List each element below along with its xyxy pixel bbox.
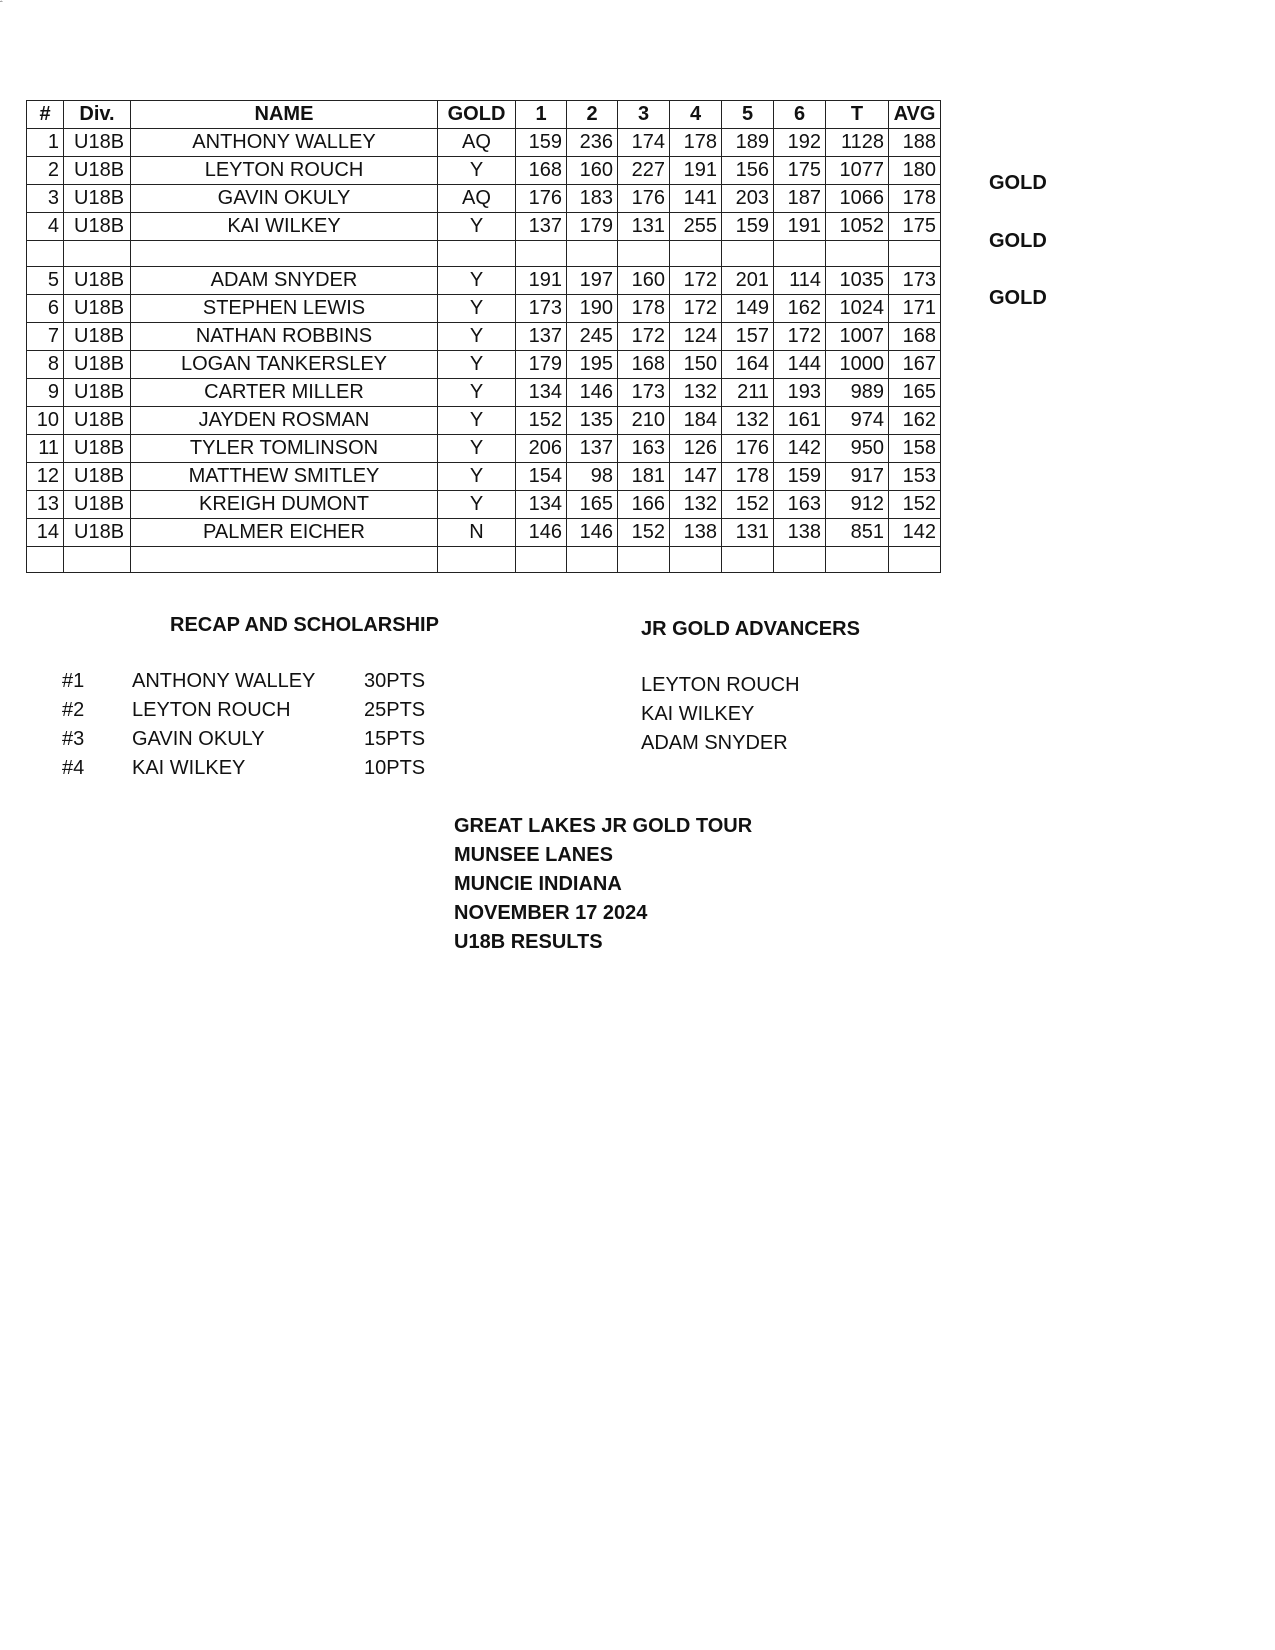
empty-cell	[567, 241, 618, 267]
name-cell: MATTHEW SMITLEY	[131, 463, 438, 491]
game-6-cell: 159	[774, 463, 826, 491]
empty-cell	[670, 241, 722, 267]
scan-artifact-mark: ˆ	[0, 0, 3, 9]
empty-cell	[774, 241, 826, 267]
empty-cell	[826, 547, 889, 573]
empty-cell	[567, 547, 618, 573]
empty-cell	[516, 547, 567, 573]
division-cell: U18B	[64, 267, 131, 295]
game-1-cell: 206	[516, 435, 567, 463]
game-4-cell: 191	[670, 157, 722, 185]
game-5-cell: 159	[722, 213, 774, 241]
name-cell: TYLER TOMLINSON	[131, 435, 438, 463]
empty-cell	[27, 241, 64, 267]
table-row	[27, 407, 941, 435]
game-4-cell: 132	[670, 491, 722, 519]
name-cell: CARTER MILLER	[131, 379, 438, 407]
average-cell: 180	[889, 157, 941, 185]
table-row	[27, 463, 941, 491]
game-3-cell: 176	[618, 185, 670, 213]
empty-cell	[826, 241, 889, 267]
game-5-cell: 211	[722, 379, 774, 407]
game-1-cell: 191	[516, 267, 567, 295]
footer-line: MUNCIE INDIANA	[454, 873, 622, 895]
game-2-cell: 146	[567, 519, 618, 547]
results-table	[26, 100, 941, 573]
average-cell: 173	[889, 267, 941, 295]
game-2-cell: 190	[567, 295, 618, 323]
recap-name: ANTHONY WALLEY	[132, 670, 316, 692]
division-cell: U18B	[64, 185, 131, 213]
game-6-cell: 187	[774, 185, 826, 213]
average-cell: 158	[889, 435, 941, 463]
gold-flag-kai-wilkey: GOLD	[989, 230, 1047, 252]
name-cell: ADAM SNYDER	[131, 267, 438, 295]
empty-cell	[131, 241, 438, 267]
game-2-cell: 179	[567, 213, 618, 241]
average-cell: 175	[889, 213, 941, 241]
game-6-cell: 144	[774, 351, 826, 379]
recap-points: 15PTS	[364, 728, 426, 750]
table-row	[27, 435, 941, 463]
empty-cell	[722, 241, 774, 267]
total-cell: 989	[826, 379, 889, 407]
game-2-cell: 135	[567, 407, 618, 435]
gold-cell: Y	[438, 267, 516, 295]
recap-points: 25PTS	[364, 699, 426, 721]
empty-cell	[438, 547, 516, 573]
table-row	[27, 213, 941, 241]
game-6-cell: 114	[774, 267, 826, 295]
total-cell: 1000	[826, 351, 889, 379]
table-row	[27, 157, 941, 185]
division-cell: U18B	[64, 407, 131, 435]
division-cell: U18B	[64, 435, 131, 463]
game-5-cell: 178	[722, 463, 774, 491]
rank-cell: 13	[27, 491, 64, 519]
game-5-cell: 201	[722, 267, 774, 295]
total-cell: 851	[826, 519, 889, 547]
game-2-cell: 197	[567, 267, 618, 295]
gold-cell: Y	[438, 323, 516, 351]
empty-cell	[722, 547, 774, 573]
game-1-cell: 179	[516, 351, 567, 379]
rank-cell: 3	[27, 185, 64, 213]
game-2-cell: 146	[567, 379, 618, 407]
game-3-cell: 152	[618, 519, 670, 547]
table-header-row	[27, 101, 941, 129]
division-cell: U18B	[64, 463, 131, 491]
header-division: Div.	[64, 101, 131, 129]
header-game-2: 2	[567, 101, 618, 129]
game-4-cell: 141	[670, 185, 722, 213]
recap-rank: #1	[62, 670, 85, 692]
gold-cell: Y	[438, 407, 516, 435]
game-1-cell: 159	[516, 129, 567, 157]
name-cell: KREIGH DUMONT	[131, 491, 438, 519]
average-cell: 188	[889, 129, 941, 157]
average-cell: 167	[889, 351, 941, 379]
table-row	[27, 129, 941, 157]
gold-cell: Y	[438, 435, 516, 463]
total-cell: 950	[826, 435, 889, 463]
gold-cell: AQ	[438, 129, 516, 157]
advancer-name: KAI WILKEY	[641, 703, 755, 725]
game-4-cell: 178	[670, 129, 722, 157]
rank-cell: 14	[27, 519, 64, 547]
game-5-cell: 132	[722, 407, 774, 435]
game-3-cell: 166	[618, 491, 670, 519]
game-1-cell: 152	[516, 407, 567, 435]
gold-cell: Y	[438, 295, 516, 323]
division-cell: U18B	[64, 519, 131, 547]
game-2-cell: 245	[567, 323, 618, 351]
game-4-cell: 147	[670, 463, 722, 491]
game-1-cell: 137	[516, 323, 567, 351]
total-cell: 917	[826, 463, 889, 491]
game-5-cell: 157	[722, 323, 774, 351]
average-cell: 152	[889, 491, 941, 519]
total-cell: 1052	[826, 213, 889, 241]
gold-cell: AQ	[438, 185, 516, 213]
division-cell: U18B	[64, 295, 131, 323]
game-2-cell: 98	[567, 463, 618, 491]
game-4-cell: 255	[670, 213, 722, 241]
total-cell: 1066	[826, 185, 889, 213]
header-gold: GOLD	[438, 101, 516, 129]
empty-cell	[516, 241, 567, 267]
game-2-cell: 137	[567, 435, 618, 463]
game-6-cell: 172	[774, 323, 826, 351]
name-cell: ANTHONY WALLEY	[131, 129, 438, 157]
game-1-cell: 137	[516, 213, 567, 241]
game-4-cell: 124	[670, 323, 722, 351]
average-cell: 142	[889, 519, 941, 547]
gold-cell: N	[438, 519, 516, 547]
gold-flag-leyton-rouch: GOLD	[989, 172, 1047, 194]
game-4-cell: 132	[670, 379, 722, 407]
game-6-cell: 175	[774, 157, 826, 185]
total-cell: 1024	[826, 295, 889, 323]
game-5-cell: 131	[722, 519, 774, 547]
gold-cell: Y	[438, 379, 516, 407]
recap-name: KAI WILKEY	[132, 757, 246, 779]
average-cell: 162	[889, 407, 941, 435]
game-6-cell: 138	[774, 519, 826, 547]
gold-cell: Y	[438, 491, 516, 519]
division-cell: U18B	[64, 213, 131, 241]
name-cell: PALMER EICHER	[131, 519, 438, 547]
game-3-cell: 163	[618, 435, 670, 463]
table-row	[27, 519, 941, 547]
empty-cell	[889, 547, 941, 573]
spacer-row	[27, 241, 941, 267]
game-1-cell: 173	[516, 295, 567, 323]
empty-cell	[131, 547, 438, 573]
division-cell: U18B	[64, 491, 131, 519]
game-4-cell: 172	[670, 295, 722, 323]
total-cell: 1035	[826, 267, 889, 295]
rank-cell: 6	[27, 295, 64, 323]
game-3-cell: 174	[618, 129, 670, 157]
game-2-cell: 183	[567, 185, 618, 213]
advancer-name: LEYTON ROUCH	[641, 674, 800, 696]
game-4-cell: 150	[670, 351, 722, 379]
rank-cell: 1	[27, 129, 64, 157]
rank-cell: 10	[27, 407, 64, 435]
game-3-cell: 210	[618, 407, 670, 435]
name-cell: LOGAN TANKERSLEY	[131, 351, 438, 379]
name-cell: JAYDEN ROSMAN	[131, 407, 438, 435]
division-cell: U18B	[64, 379, 131, 407]
table-row	[27, 185, 941, 213]
header-total: T	[826, 101, 889, 129]
empty-cell	[27, 547, 64, 573]
recap-rank: #3	[62, 728, 85, 750]
empty-cell	[618, 547, 670, 573]
header-rank: #	[27, 101, 64, 129]
game-3-cell: 227	[618, 157, 670, 185]
footer-line: U18B RESULTS	[454, 931, 603, 953]
recap-title: RECAP AND SCHOLARSHIP	[170, 614, 439, 636]
gold-cell: Y	[438, 213, 516, 241]
gold-cell: Y	[438, 463, 516, 491]
name-cell: STEPHEN LEWIS	[131, 295, 438, 323]
empty-row	[27, 547, 941, 573]
game-6-cell: 191	[774, 213, 826, 241]
gold-flag-adam-snyder: GOLD	[989, 287, 1047, 309]
rank-cell: 11	[27, 435, 64, 463]
table-row	[27, 295, 941, 323]
empty-cell	[618, 241, 670, 267]
total-cell: 1128	[826, 129, 889, 157]
game-5-cell: 152	[722, 491, 774, 519]
game-1-cell: 146	[516, 519, 567, 547]
rank-cell: 2	[27, 157, 64, 185]
header-game-6: 6	[774, 101, 826, 129]
recap-name: GAVIN OKULY	[132, 728, 265, 750]
game-6-cell: 193	[774, 379, 826, 407]
header-game-5: 5	[722, 101, 774, 129]
footer-line: NOVEMBER 17 2024	[454, 902, 648, 924]
game-1-cell: 134	[516, 491, 567, 519]
game-3-cell: 181	[618, 463, 670, 491]
name-cell: NATHAN ROBBINS	[131, 323, 438, 351]
game-5-cell: 164	[722, 351, 774, 379]
rank-cell: 9	[27, 379, 64, 407]
rank-cell: 7	[27, 323, 64, 351]
table-body	[27, 129, 941, 573]
total-cell: 1007	[826, 323, 889, 351]
game-1-cell: 154	[516, 463, 567, 491]
game-4-cell: 126	[670, 435, 722, 463]
game-4-cell: 138	[670, 519, 722, 547]
footer-line: MUNSEE LANES	[454, 844, 613, 866]
empty-cell	[774, 547, 826, 573]
game-1-cell: 168	[516, 157, 567, 185]
division-cell: U18B	[64, 157, 131, 185]
header-name: NAME	[131, 101, 438, 129]
average-cell: 171	[889, 295, 941, 323]
game-5-cell: 149	[722, 295, 774, 323]
game-4-cell: 172	[670, 267, 722, 295]
game-2-cell: 160	[567, 157, 618, 185]
recap-points: 10PTS	[364, 757, 426, 779]
empty-cell	[670, 547, 722, 573]
recap-rank: #2	[62, 699, 85, 721]
game-5-cell: 176	[722, 435, 774, 463]
total-cell: 912	[826, 491, 889, 519]
rank-cell: 12	[27, 463, 64, 491]
table-row	[27, 267, 941, 295]
name-cell: KAI WILKEY	[131, 213, 438, 241]
average-cell: 165	[889, 379, 941, 407]
game-3-cell: 173	[618, 379, 670, 407]
average-cell: 178	[889, 185, 941, 213]
game-6-cell: 161	[774, 407, 826, 435]
header-game-1: 1	[516, 101, 567, 129]
game-6-cell: 162	[774, 295, 826, 323]
total-cell: 1077	[826, 157, 889, 185]
header-average: AVG	[889, 101, 941, 129]
game-3-cell: 178	[618, 295, 670, 323]
game-5-cell: 189	[722, 129, 774, 157]
rank-cell: 4	[27, 213, 64, 241]
recap-points: 30PTS	[364, 670, 426, 692]
game-3-cell: 131	[618, 213, 670, 241]
game-6-cell: 142	[774, 435, 826, 463]
gold-cell: Y	[438, 157, 516, 185]
advancer-name: ADAM SNYDER	[641, 732, 788, 754]
game-6-cell: 163	[774, 491, 826, 519]
empty-cell	[64, 547, 131, 573]
table-row	[27, 323, 941, 351]
game-2-cell: 236	[567, 129, 618, 157]
game-1-cell: 134	[516, 379, 567, 407]
game-3-cell: 160	[618, 267, 670, 295]
game-5-cell: 156	[722, 157, 774, 185]
division-cell: U18B	[64, 351, 131, 379]
game-5-cell: 203	[722, 185, 774, 213]
header-game-3: 3	[618, 101, 670, 129]
advancers-title: JR GOLD ADVANCERS	[641, 618, 860, 640]
name-cell: GAVIN OKULY	[131, 185, 438, 213]
game-3-cell: 168	[618, 351, 670, 379]
recap-name: LEYTON ROUCH	[132, 699, 291, 721]
average-cell: 168	[889, 323, 941, 351]
game-1-cell: 176	[516, 185, 567, 213]
division-cell: U18B	[64, 129, 131, 157]
table-row	[27, 379, 941, 407]
recap-rank: #4	[62, 757, 85, 779]
header-game-4: 4	[670, 101, 722, 129]
table-row	[27, 351, 941, 379]
game-2-cell: 165	[567, 491, 618, 519]
average-cell: 153	[889, 463, 941, 491]
rank-cell: 8	[27, 351, 64, 379]
game-2-cell: 195	[567, 351, 618, 379]
empty-cell	[438, 241, 516, 267]
game-3-cell: 172	[618, 323, 670, 351]
empty-cell	[889, 241, 941, 267]
name-cell: LEYTON ROUCH	[131, 157, 438, 185]
rank-cell: 5	[27, 267, 64, 295]
table-row	[27, 491, 941, 519]
gold-cell: Y	[438, 351, 516, 379]
footer-line: GREAT LAKES JR GOLD TOUR	[454, 815, 753, 837]
total-cell: 974	[826, 407, 889, 435]
game-6-cell: 192	[774, 129, 826, 157]
division-cell: U18B	[64, 323, 131, 351]
game-4-cell: 184	[670, 407, 722, 435]
empty-cell	[64, 241, 131, 267]
